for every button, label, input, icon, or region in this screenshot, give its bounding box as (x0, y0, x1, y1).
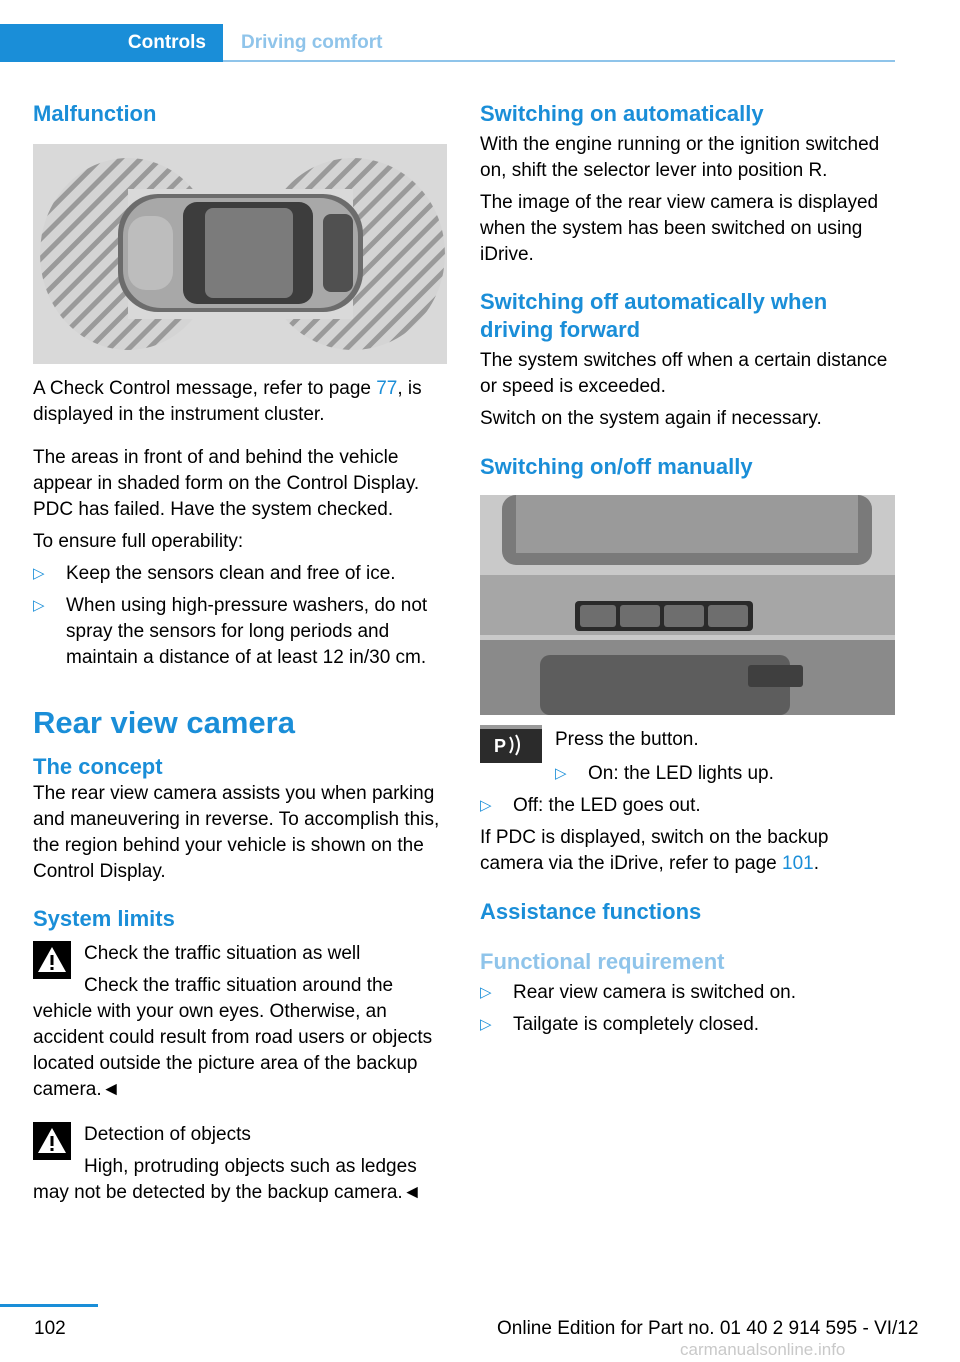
list-item: ▷ On: the LED lights up. (555, 761, 896, 787)
auto-on-paragraph: With the engine running or the ignition switched on, shift the selector lever into position R. (480, 134, 880, 181)
page-header (0, 0, 960, 64)
center-console-illustration (480, 495, 895, 715)
list-item: ▷ Rear view camera is switched on. (480, 980, 896, 1006)
header-rule (223, 60, 895, 62)
auto-off-paragraph: The system switches off when a certain distance or speed is exceeded. (480, 350, 888, 397)
left-column (33, 100, 449, 1206)
triangle-bullet-icon: ▷ (480, 984, 492, 1001)
list-item: ▷ Off: the LED goes out. (480, 793, 896, 819)
list-item: ▷ When using high-pressure washers, do not spray the sensors for long periods and maintain a distance of at least 12 in/30 cm. (33, 595, 428, 668)
pdc-button-icon (480, 725, 542, 763)
warning-title: Detection of objects (84, 1124, 251, 1145)
system-limits-heading: System limits (33, 906, 175, 931)
right-column: Switching on automatically With the engine running or the ignition switched on, shift the selector lever into position R. The image of the rear view camera is displayed when the system has been switched on using iDrive. Switching off automatically when driving forward The system switches off when a certain distance or speed is exceeded. Switch on the system again if necessary. Switching on/off manually P Press the button. ▷ On: the LED lights up. ▷ Off: the LED goes out. If PDC is displayed, switch on the backup camera via the iDrive, refer to page 101. Assistance functions Functional requirement ▷ Rear view camera is switched on. ▷ Tailgate is completely closed. (480, 100, 896, 1038)
triangle-bullet-icon: ▷ (480, 797, 492, 814)
rear-view-camera-heading: Rear view camera (33, 705, 295, 740)
page-number: 102 (34, 1318, 66, 1339)
warning-title: Check the traffic situation as well (84, 943, 361, 964)
car-top-view-illustration (33, 144, 447, 364)
svg-text:P: P (494, 736, 507, 756)
triangle-bullet-icon: ▷ (33, 565, 45, 582)
check-message-text: A Check Control message, refer to page (33, 378, 377, 399)
console-button-figure (480, 495, 895, 715)
auto-on-paragraph-2: The image of the rear view camera is displayed when the system has been switched on using iDrive. (480, 192, 879, 265)
edition-text: Online Edition for Part no. 01 40 2 914 595 - VI/12 (497, 1318, 919, 1339)
list-item: ▷ Tailgate is completely closed. (480, 1012, 896, 1038)
auto-off-heading: Switching off automatically when driving forward (480, 289, 828, 342)
functional-requirement-heading: Functional requirement (480, 949, 725, 974)
tab-driving-comfort[interactable]: Driving comfort (241, 32, 383, 53)
malfunction-heading: Malfunction (33, 101, 157, 126)
triangle-bullet-icon: ▷ (33, 597, 45, 614)
triangle-bullet-icon: ▷ (555, 765, 567, 782)
manual-heading: Switching on/off manually (480, 454, 753, 479)
areas-paragraph: The areas in front of and behind the vehicle appear in shaded form on the Control Display. PDC has failed. Have the system checked. (33, 447, 420, 520)
warning-text: Check the traffic situation around the vehicle with your own eyes. Otherwise, an accident could result from road users or objects located outside the picture area of the backup camera.◄ (33, 975, 433, 1100)
ensure-paragraph: To ensure full operability: (33, 531, 244, 552)
concept-paragraph: The rear view camera assists you when parking and maneuvering in reverse. To accomplish this, the region behind your vehicle is shown on the Control Display. (33, 783, 440, 882)
check-message-text-end: , is displayed in the instrument cluster. (33, 378, 422, 425)
assistance-heading: Assistance functions (480, 899, 702, 924)
warning-icon (33, 941, 71, 979)
watermark: carmanualsonline.info (680, 1340, 846, 1359)
triangle-bullet-icon: ▷ (480, 1016, 492, 1033)
warning-icon (33, 1122, 71, 1160)
pdc-malfunction-figure (33, 144, 447, 364)
footer-rule (0, 1304, 98, 1307)
auto-on-heading: Switching on automatically (480, 101, 764, 126)
list-item: ▷ Keep the sensors clean and free of ice. (33, 561, 449, 587)
press-button-row (480, 725, 896, 761)
warning-detection (33, 1122, 449, 1206)
warning-traffic (33, 941, 449, 1103)
auto-off-paragraph-2: Switch on the system again if necessary. (480, 408, 822, 429)
page-link-77[interactable]: 77 (376, 378, 398, 399)
warning-text: High, protruding objects such as ledges may not be detected by the backup camera.◄ (33, 1156, 422, 1203)
concept-heading: The concept (33, 754, 163, 779)
press-button-text: Press the button. (555, 729, 699, 750)
tab-controls[interactable]: Controls (0, 24, 223, 62)
page-link-101[interactable]: 101 (782, 853, 814, 874)
pdc-paragraph: If PDC is displayed, switch on the backup camera via the iDrive, refer to page (480, 827, 829, 874)
